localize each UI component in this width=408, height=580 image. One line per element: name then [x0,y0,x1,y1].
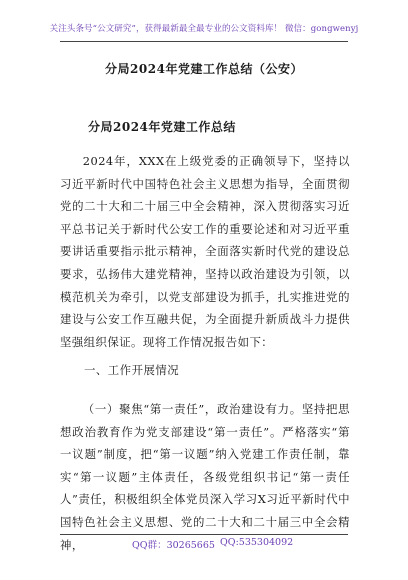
footer-qq-group: QQ群：30265665 [132,540,215,551]
intro-paragraph: 2024年，XXX在上级党委的正确领导下，坚持以习近平新时代中国特色社会主义思想为指导，全面贯彻党的二十大和二十届三中全会精神，深入贯彻落实习近平总书记关于新时代公安工作的重要论述和对习近平重要讲话重要指示批示精神，全面落实新时代党的建设总要求，弘扬伟大建党精神，坚持以政治建设为引领，以模范机关为牵引，以党支部建设为抓手，扎实推进党的建设与公安工作互融共促，为全面提升新质战斗力提供坚强组织保证。现将工作情况报告如下： [60,154,350,349]
header-divider [60,41,348,42]
paragraph-political-building: （一）聚焦“第一责任”，政治建设有力。坚持把思想政治教育作为党支部建设“第一责任”。严格落实“第一议题”制度，把“第一议题”纳入党建工作责任制，靠实“第一议题”主体责任，各级党组织书记“第一责任人”责任，积极组织全体党员深入学习X习近平新时代中国特色社会主义思想、党的二十大和二十届三中全会精神， [60,402,350,552]
footer-divider [60,534,348,535]
heading-work-status: 一、工作开展情况 [84,363,180,377]
intro-paragraph-block [60,150,350,353]
header-promo: 关注头条号“公文研究”，获得最新最全最专业的公文资料库！ 微信：gongwenyj [49,24,359,34]
document-title: 分局2024年党建工作总结（公安） [105,62,303,76]
footer-qq-number: QQ:535304092 [220,537,294,548]
section-title: 分局2024年党建工作总结 [88,120,236,134]
paragraph-block-1 [60,398,350,556]
